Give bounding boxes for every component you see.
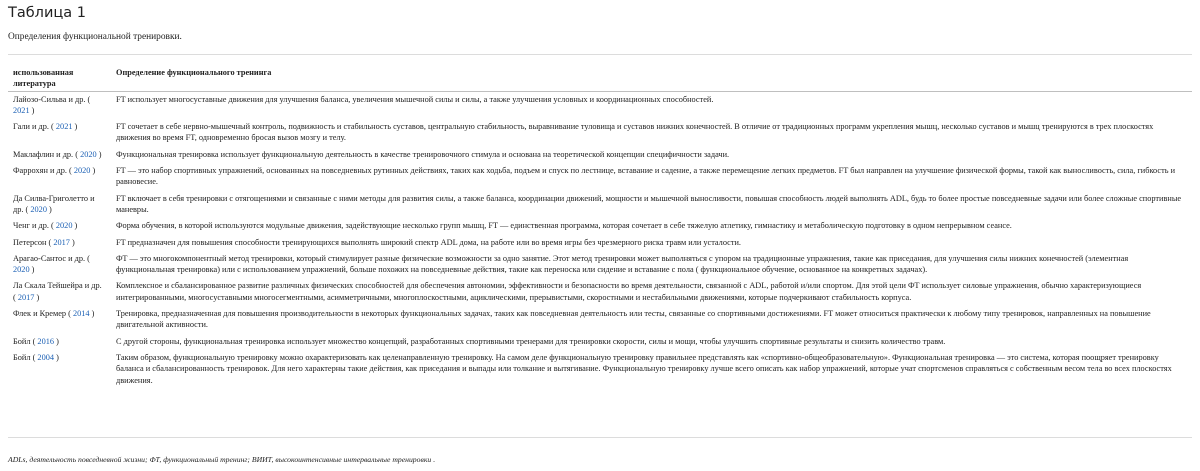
bottom-divider: [8, 437, 1192, 438]
table-row: [8, 350, 1192, 389]
reference-cell: Лайозо-Сильва и др. ( 2021 ): [13, 94, 91, 115]
reference-author: Арагао-Сантос и др.: [13, 253, 86, 263]
reference-author: Флек и Кремер: [13, 309, 67, 319]
reference-author: Петерсон: [13, 237, 47, 247]
table-header-row: [8, 61, 1192, 91]
definition-cell: Таким образом, функциональную тренировку можно охарактеризовать как целенаправленную тренировку. На самом деле функциональную тренировку правильнее представлять как «спортивно-общеобразовательную». Функциональная тренировка — это система, которая поощряет тренировку баланса и сбалансированность тренировок. Для него характерны такие действия, как приседания и выпады или толкание и вытягивание. Функциональную тренировку лучше всего описать как набор упражнений, которые учат спортсменов справляться с собственным весом тела во всех плоскостях движения.: [116, 352, 1172, 385]
column-header-references: использованная литература: [8, 61, 111, 91]
table-row: [8, 306, 1192, 334]
reference-cell: Ченг и др. ( 2020 ): [13, 221, 78, 231]
reference-year-link[interactable]: 2020: [30, 204, 47, 214]
definition-cell: Форма обучения, в которой используются модульные движения, задействующие несколько групп мышц, FT — единственная программа, которая сочетает в себе тяжелую атлетику, гимнастику и метаболическую подготовку в одном непрерывном сеансе.: [116, 221, 1012, 231]
reference-year-link[interactable]: 2004: [37, 352, 55, 362]
table-row: [8, 218, 1192, 234]
reference-author: Бойл: [13, 336, 31, 346]
definitions-table: [8, 61, 1192, 389]
table-row: [8, 191, 1192, 219]
reference-year-link[interactable]: 2020: [80, 149, 97, 159]
reference-author: Фаррохян и др.: [13, 166, 67, 176]
table-row: [8, 147, 1192, 163]
definition-cell: FT включает в себя тренировки с отягощениями и связанные с ними методы для развития силы, а также баланса, координации движений, мощности и мышечной выносливости, повышая способность людей выполнять ADL, будь то более простые повседневные задачи или более сложные спортивные маневры.: [116, 193, 1182, 214]
definition-cell: FT — это набор спортивных упражнений, основанных на повседневных рутинных действиях, таких как ходьба, подъем и спуск по лестнице, вставание и садение, а также перемещение легких предметов. FT был направлен на улучшение физической формы, такой как выносливость, сила, гибкость и равновесие.: [116, 166, 1176, 187]
table-row: [8, 91, 1192, 119]
reference-year-link[interactable]: 2016: [37, 336, 55, 346]
reference-year-link[interactable]: 2020: [73, 166, 91, 176]
table-row: [8, 278, 1192, 306]
reference-cell: Бойл ( 2016 ): [13, 336, 59, 346]
definition-cell: Функциональная тренировка использует функциональную деятельность в качестве тренировочного стимула и основана на теоретической концепции специфичности задачи.: [116, 149, 730, 159]
reference-author: Маклафлин и др.: [13, 149, 74, 159]
reference-cell: Бойл ( 2004 ): [13, 352, 59, 362]
table-row: [8, 163, 1192, 191]
reference-cell: Гали и др. ( 2021 ): [13, 122, 78, 132]
reference-year-link[interactable]: 2014: [72, 309, 90, 319]
reference-author: Лайозо-Сильва и др.: [13, 94, 86, 104]
reference-cell: Петерсон ( 2017 ): [13, 237, 75, 247]
reference-year-link[interactable]: 2017: [17, 292, 35, 302]
reference-year-link[interactable]: 2017: [53, 237, 70, 247]
definition-cell: Тренировка, предназначенная для повышения производительности в некоторых функциональных задачах, таких как повседневная деятельность или тесты, связанные со спортивными достижениями. FT может относиться практически к любому типу тренировок, направленных на повышение двигательной активности.: [116, 309, 1151, 330]
reference-year-link[interactable]: 2021: [55, 122, 73, 132]
reference-author: Ченг и др.: [13, 221, 49, 231]
reference-year-link[interactable]: 2020: [55, 221, 73, 231]
table-row: [8, 334, 1192, 350]
reference-author: Ла Скала Тейшейра и др.: [13, 281, 102, 291]
table-caption: Определения функциональной тренировки.: [8, 32, 182, 42]
definition-cell: FT использует многосуставные движения для улучшения баланса, увеличения мышечной силы и силы, а также улучшения условных и координационных способностей.: [116, 94, 714, 104]
reference-author: Да Силва-Григолетто и др.: [13, 193, 95, 214]
definition-cell: Комплексное и сбалансированное развитие различных физических способностей для обеспечения автономии, эффективности и безопасности во время деятельности, связанной с ADL, работой и/или спортом. Для этой цели ФТ использует силовые упражнения, обычно характеризующиеся интегрированными, многосуставными многосегментными, асимметричными, многоплоскостными, ациклическими, прерывистыми, скоростными и нестабильными движениями, которые подчеркивают стабильность корпуса.: [116, 281, 1142, 302]
top-divider: [8, 54, 1192, 55]
definition-cell: FT предназначен для повышения способности тренирующихся выполнять широкий спектр ADL дома, на работе или во время игры без чрезмерного риска травм или усталости.: [116, 237, 742, 247]
reference-author: Гали и др.: [13, 122, 49, 132]
reference-cell: Да Силва-Григолетто и др. ( 2020 ): [13, 193, 95, 214]
reference-year-link[interactable]: 2020: [13, 265, 30, 275]
table-row: [8, 251, 1192, 279]
table-title: Таблица 1: [8, 5, 86, 21]
table-footnote: ADLs, деятельность повседневной жизни; ФТ, функциональный тренинг; ВИИТ, высокоинтенсивные интервальные тренировки .: [8, 455, 436, 464]
definition-cell: FT сочетает в себе нервно-мышечный контроль, подвижность и стабильность суставов, центральную стабильность, выравнивание туловища и суставов нижних конечностей. В отличие от традиционных программ укрепления мышц, несколько суставов и мышц тренируются в трех плоскостях движения во время FT, одновременно бросая вызов мозгу и телу.: [116, 122, 1154, 143]
reference-cell: Ла Скала Тейшейра и др. ( 2017 ): [13, 281, 102, 302]
column-header-definition: Определение функционального тренинга: [111, 61, 1192, 91]
definition-cell: С другой стороны, функциональная тренировка использует множество концепций, разработанных спортивными тренерами для тренировки скорости, силы и мощи, чтобы улучшить спортивные результаты и снизить количество травм.: [116, 336, 946, 346]
table-row: [8, 119, 1192, 147]
reference-year-link[interactable]: 2021: [13, 105, 30, 115]
reference-cell: Арагао-Сантос и др. ( 2020 ): [13, 253, 90, 275]
definition-cell: ФТ — это многокомпонентный метод тренировки, который стимулирует разные физические возможности за одно занятие. Этот метод тренировки может выполняться с упором на традиционные упражнения, такие как приседания, для улучшения силы нижних конечностей (элементная функциональная тренировка) или с использованием упражнений, больше похожих на повседневные действия, такие как переноска или сидение и вставание с пола ( функциональное обучение, основанное на конкретных задачах).: [116, 253, 1129, 275]
reference-cell: Флек и Кремер ( 2014 ): [13, 309, 95, 319]
reference-author: Бойл: [13, 352, 31, 362]
reference-cell: Фаррохян и др. ( 2020 ): [13, 166, 96, 176]
reference-cell: Маклафлин и др. ( 2020 ): [13, 149, 102, 159]
table-row: [8, 235, 1192, 251]
